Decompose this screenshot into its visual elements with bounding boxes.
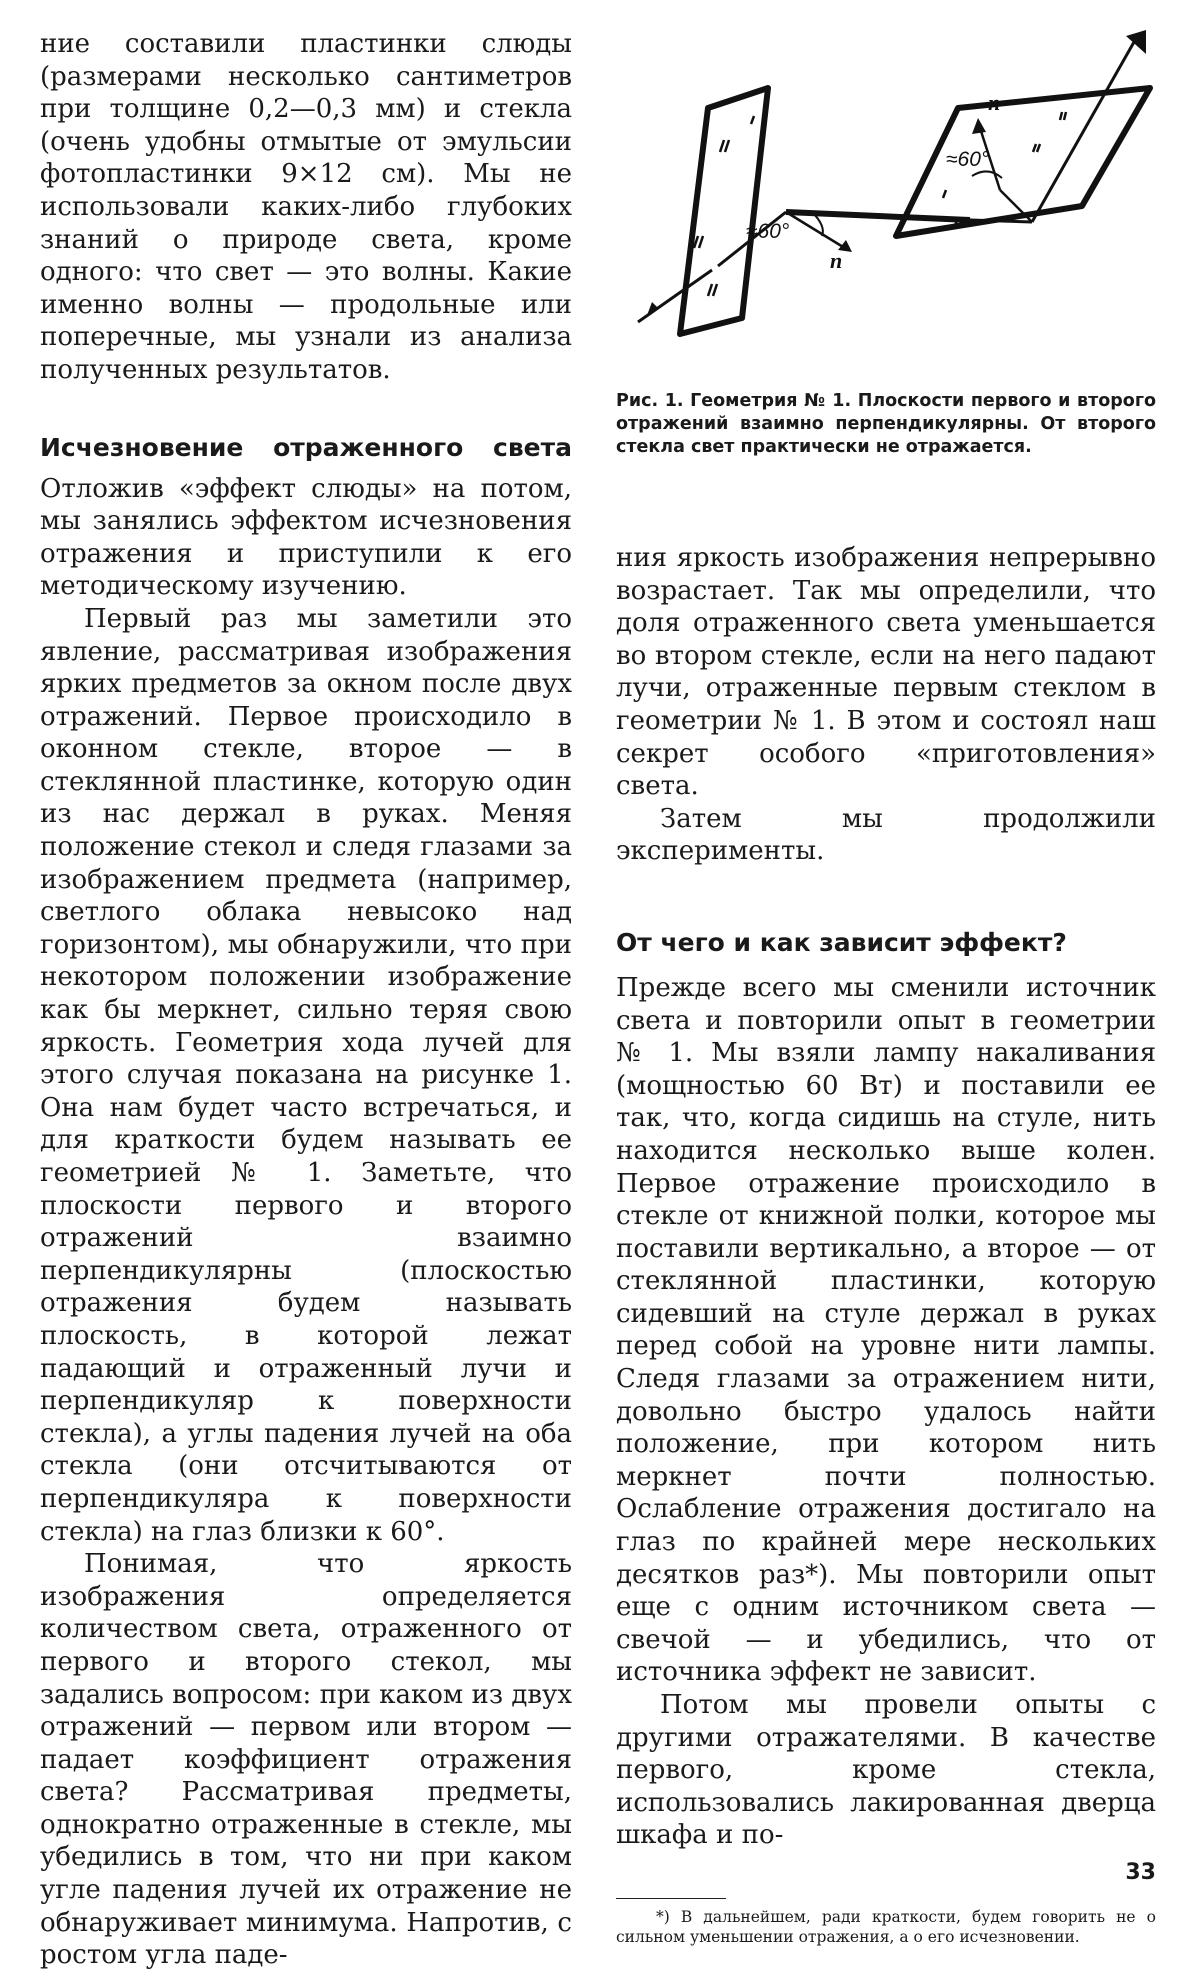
left-column [40, 28, 572, 1972]
footnote-divider [616, 1898, 726, 1899]
left-paragraph-4: Понимая, что яркость изображения определяется количеством света, отраженного от первого и второго стекол, мы задались вопросом: при каком из двух отражений — первом или втором — падает коэффициент отражения света? Рассматривая предметы, однократно отраженные в стекле, мы убедились в том, что ни при каком угле падения лучей их отражение не обнаруживает минимума. Напротив, с ростом угла паде- [40, 1549, 572, 1971]
figure-1 [616, 0, 1156, 457]
left-paragraph-3: Первый раз мы заметили это явление, рассматривая изображения ярких предметов за окном после двух отражений. Первое происходило в оконном стекле, второе — в стеклянной пластинке, которую один из нас держал в руках. Меняя положение стекол и следя глазами за изображением предмета (например, светлого облака невысоко над горизонтом), мы обнаружили, что при некотором положении изображение как бы меркнет, сильно теряя свою яркость. Геометрия хода лучей для этого случая показана на рисунке 1. Она нам будет часто встречаться, и для краткости будем называть ее геометрией № 1. Заметьте, что плоскости первого и второго отражений взаимно перпендикулярны (плоскостью отражения будем называть плоскость, в которой лежат падающий и отраженный лучи и перпендикуляр к поверхности стекла), а углы падения лучей на оба стекла (они отсчитываются от перпендикуляра к поверхности стекла) на глаз близки к 60°. [40, 603, 572, 1547]
figure-caption: Рис. 1. Геометрия № 1. Плоскости первого и второго отражений взаимно перпендикулярны. От второго стекла свет практически не отражается. [616, 391, 1156, 457]
right-paragraph-4: Потом мы провели опыты с другими отражателями. В качестве первого, кроме стекла, использовались лакированная дверца шкафа и по- [616, 1690, 1156, 1851]
footnote: *) В дальнейшем, ради краткости, будем говорить не о сильном уменьшении отражения, а о его исчезновении. [616, 1907, 1156, 1947]
label-n-upper: n [988, 90, 1001, 115]
first-glass-plate [680, 88, 768, 334]
second-reflected-ray [1032, 42, 1134, 222]
normal-second-arrow [972, 118, 986, 134]
section-heading-dependence: От чего и как зависит эффект? [616, 927, 1067, 957]
left-paragraph-1: ние составили пластинки слюды (размерами несколько сантиметров при толщине 0,2—0,3 мм) и стекла (очень удобны отмытые от эмульсии фотопластинки 9×12 см). Мы не использовали каких-либо глубоких знаний о природе света, кроме одного: что свет — это волны. Какие именно волны — продольные или поперечные, мы узнали из анализа полученных результатов. [40, 29, 572, 385]
angle-arc-upper [972, 171, 1002, 178]
right-paragraph-2: Затем мы продолжили эксперименты. [616, 803, 1156, 867]
page-number: 33 [1125, 1860, 1156, 1885]
label-angle-upper: ≈60° [946, 148, 990, 171]
section-heading-disappearance: Исчезновение отраженного света [40, 432, 572, 462]
left-paragraph-2: Отложив «эффект слюды» на потом, мы занялись эффектом исчезновения отражения и приступили к его методическому изучению. [40, 473, 572, 602]
label-n-lower: n [830, 248, 843, 273]
label-angle-lower: ≈60° [746, 220, 790, 243]
figure-1-diagram [616, 0, 1156, 380]
right-text-block [616, 542, 1156, 1948]
right-paragraph-1: ния яркость изображения непрерывно возрастает. Так мы определили, что доля отраженного света уменьшается во втором стекле, если на него падают лучи, отраженные первым стеклом в геометрии № 1. В этом и состоял наш секрет особого «приготовления» света. [616, 543, 1156, 802]
second-plate-path [970, 220, 1032, 222]
right-paragraph-3: Прежде всего мы сменили источник света и повторили опыт в геометрии № 1. Мы взяли лампу накаливания (мощностью 60 Вт) и поставили ее так, что, когда сидишь на стуле, нить находится несколько выше колен. Первое отражение происходило в стекле от книжной полки, которое мы поставили вертикально, а второе — от стеклянной пластинки, которую сидевший на стуле держал в руках перед собой на уровне нити лампы. Следя глазами за отражением нити, довольно быстро удалось найти положение, при котором нить меркнет почти полностью. Ослабление отражения достигало на глаз по крайней мере нескольких десятков раз*). Мы повторили опыт еще с одним источником света — свечой — и убедились, что от источника эффект не зависит. [616, 972, 1156, 1688]
